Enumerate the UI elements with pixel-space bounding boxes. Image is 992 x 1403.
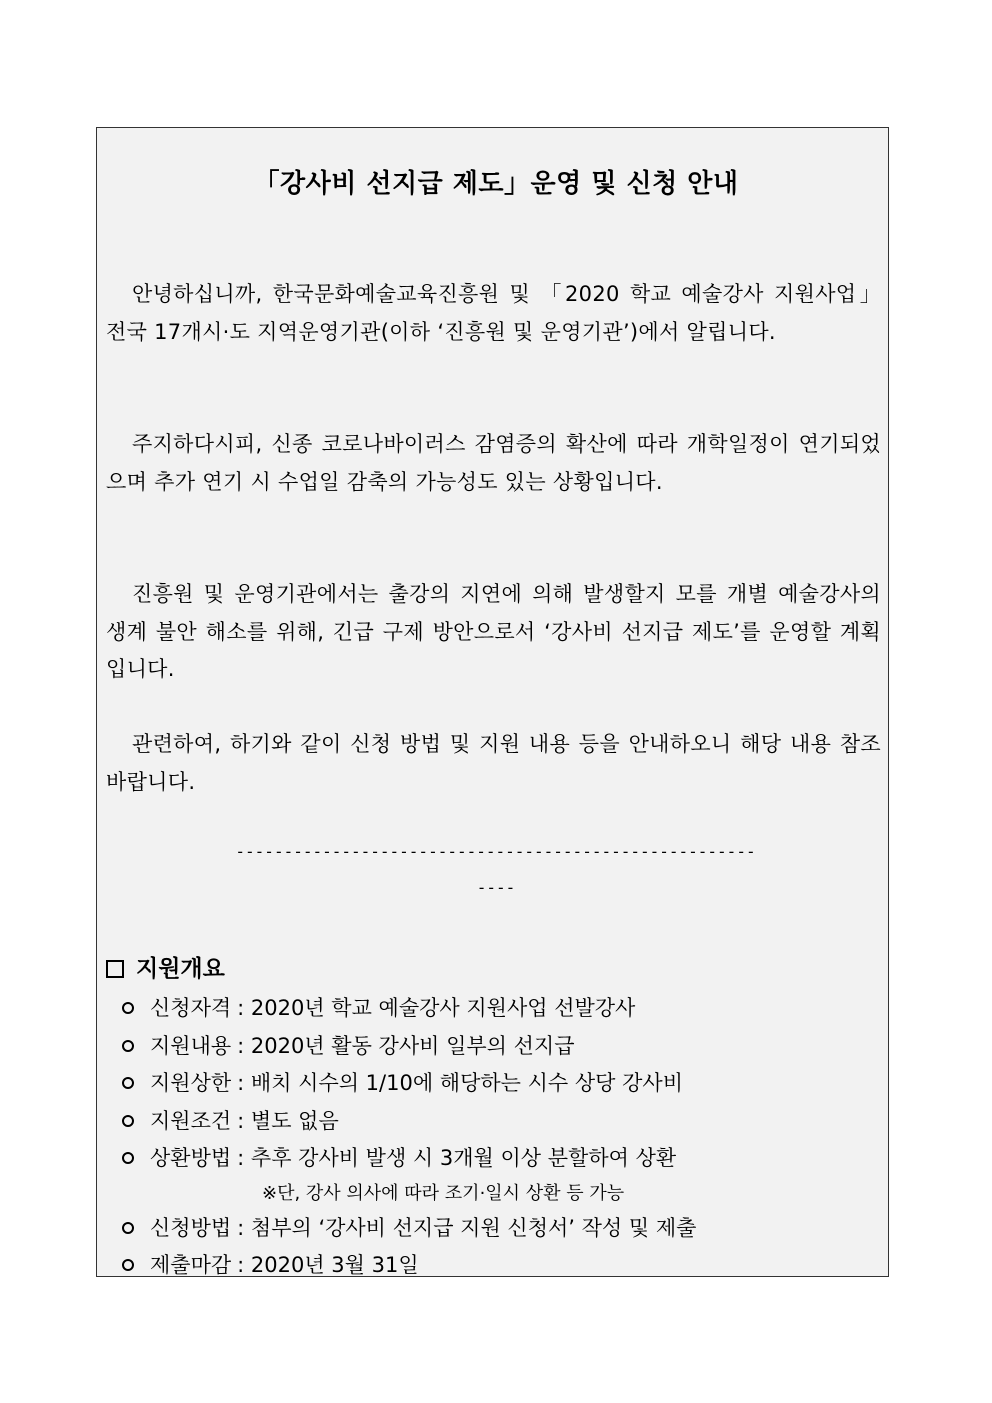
list-item-repayment [120, 1140, 880, 1178]
item-label: 상환방법 [150, 1146, 232, 1170]
item-value: : 별도 없음 [237, 1108, 339, 1133]
item-label: 지원내용 [150, 1033, 232, 1058]
item-label: 제출마감 [150, 1253, 232, 1277]
list-item-content [120, 1028, 880, 1066]
item-label: 지원조건 [150, 1108, 232, 1133]
item-label: 지원상한 [150, 1071, 232, 1095]
item-value: : 2020년 학교 예술강사 지원사업 선발강사 [237, 996, 636, 1020]
item-value: : 첨부의 ‘강사비 선지급 지원 신청서’ 작성 및 제출 [237, 1215, 697, 1240]
circle-bullet-icon [122, 1222, 134, 1234]
section-heading-text: 지원개요 [136, 956, 225, 982]
item-label: 신청자격 [150, 996, 232, 1020]
paragraph-greeting: 안녕하십니까, 한국문화예술교육진흥원 및 「2020 학교 예술강사 지원사업」 전국 17개시·도 지역운영기관(이하 ‘진흥원 및 운영기관’)에서 알립니다. [106, 282, 881, 344]
circle-bullet-icon [122, 1077, 134, 1089]
divider-tail: ---- [476, 878, 516, 897]
list-item-eligibility [120, 990, 880, 1028]
circle-bullet-icon [122, 1152, 134, 1164]
support-overview-list [120, 990, 880, 1285]
circle-bullet-icon [122, 1115, 134, 1127]
checkbox-icon [106, 960, 124, 978]
section-heading [106, 950, 225, 983]
list-item-application [120, 1210, 880, 1248]
circle-bullet-icon [122, 1040, 134, 1052]
document-title: 「강사비 선지급 제도」운영 및 신청 안내 [253, 169, 739, 199]
list-item-limit [120, 1065, 880, 1103]
circle-bullet-icon [122, 1259, 134, 1271]
item-value: : 2020년 활동 강사비 일부의 선지급 [237, 1033, 575, 1058]
list-item-deadline [120, 1247, 880, 1285]
item-value: : 배치 시수의 1/10에 해당하는 시수 상당 강사비 [237, 1071, 683, 1095]
divider-line: ------------------------------------------------------ [235, 842, 756, 861]
paragraph-plan: 진흥원 및 운영기관에서는 출강의 지연에 의해 발생할지 모를 개별 예술강사의 생계 불안 해소를 위해, 긴급 구제 방안으로서 ‘강사비 선지급 제도’를 운영할 계획입니다. [106, 582, 881, 681]
item-value: : 추후 강사비 발생 시 3개월 이상 분할하여 상환 [237, 1146, 677, 1170]
repayment-note: ※단, 강사 의사에 따라 조기·일시 상환 등 가능 [262, 1182, 625, 1204]
list-item-conditions [120, 1103, 880, 1141]
paragraph-guidance: 관련하여, 하기와 같이 신청 방법 및 지원 내용 등을 안내하오니 해당 내용 참조 바랍니다. [106, 732, 881, 794]
item-label: 신청방법 [150, 1215, 232, 1240]
paragraph-situation: 주지하다시피, 신종 코로나바이러스 감염증의 확산에 따라 개학일정이 연기되었으며 추가 연기 시 수업일 감축의 가능성도 있는 상황입니다. [106, 432, 881, 494]
item-value: : 2020년 3월 31일 [237, 1253, 419, 1277]
circle-bullet-icon [122, 1002, 134, 1014]
